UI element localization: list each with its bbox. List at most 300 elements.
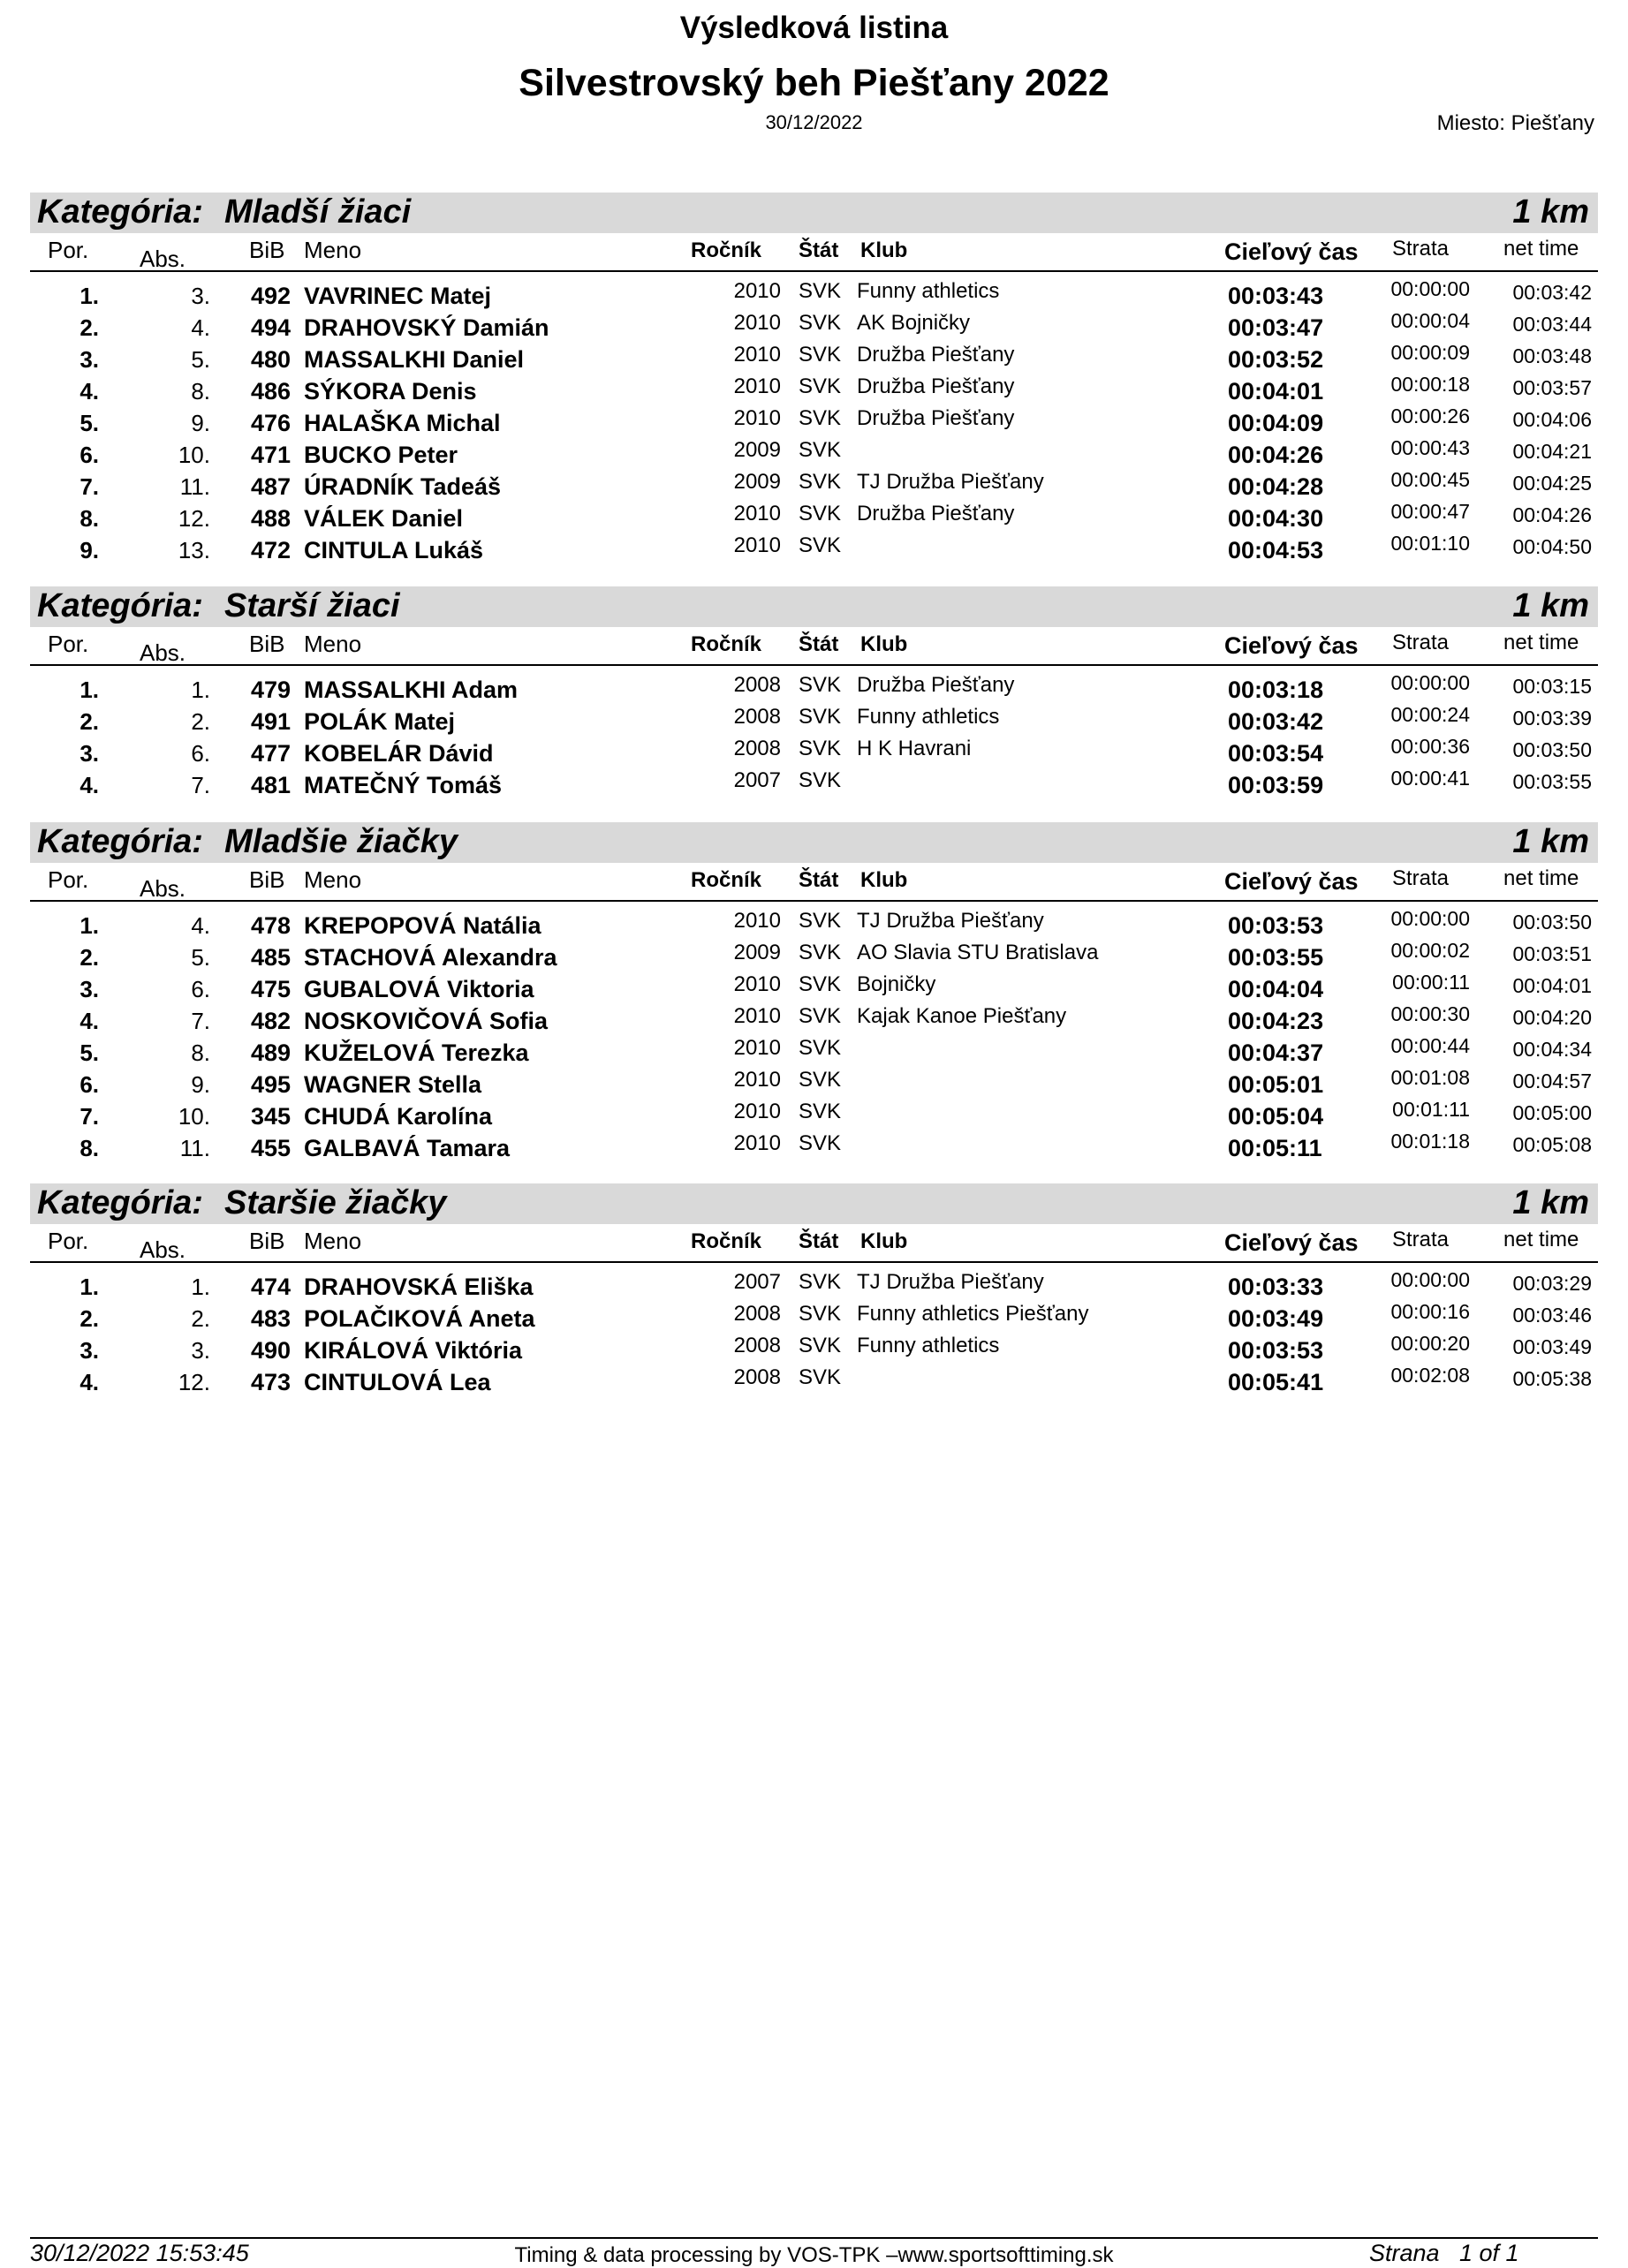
cell-net: 00:04:26: [1512, 503, 1592, 526]
cell-rocnik: 2010: [733, 279, 781, 303]
cell-rocnik: 2010: [733, 533, 781, 557]
category-label: Kategória:: [37, 193, 203, 231]
cell-rocnik: 2010: [733, 1068, 781, 1092]
col-header-ciel: Cieľový čas: [1224, 238, 1359, 265]
cell-strata: 00:01:11: [1392, 1098, 1470, 1121]
col-header-abs: Abs.: [140, 246, 186, 272]
cell-por: 6.: [80, 442, 99, 468]
category-bar: [30, 193, 1598, 233]
cell-ciel: 00:05:01: [1228, 1071, 1324, 1098]
col-header-abs: Abs.: [140, 1236, 186, 1263]
cell-stat: SVK: [799, 941, 842, 964]
col-header-bib: BiB: [249, 1228, 285, 1254]
cell-ciel: 00:03:18: [1228, 677, 1324, 703]
column-header-row: [30, 627, 1598, 666]
col-header-bib: BiB: [249, 866, 285, 893]
cell-bib: 481: [251, 772, 292, 798]
cell-meno: POLAČIKOVÁ Aneta: [304, 1305, 535, 1332]
cell-meno: NOSKOVIČOVÁ Sofia: [304, 1008, 549, 1034]
cell-abs: 4.: [191, 314, 210, 341]
cell-ciel: 00:03:43: [1228, 283, 1324, 309]
cell-meno: KUŽELOVÁ Terezka: [304, 1040, 529, 1066]
cell-meno: ÚRADNÍK Tadeáš: [304, 473, 502, 500]
cell-abs: 7.: [191, 1008, 210, 1034]
col-header-strata: Strata: [1392, 866, 1450, 890]
cell-net: 00:03:57: [1512, 376, 1592, 399]
cell-bib: 494: [251, 314, 292, 341]
cell-net: 00:03:51: [1512, 942, 1592, 965]
cell-bib: 492: [251, 283, 292, 309]
cell-meno: SÝKORA Denis: [304, 378, 477, 404]
cell-meno: GUBALOVÁ Viktoria: [304, 976, 534, 1002]
cell-net: 00:04:50: [1512, 535, 1592, 558]
cell-abs: 3.: [191, 1337, 210, 1364]
cell-abs: 5.: [191, 346, 210, 373]
cell-por: 8.: [80, 1135, 99, 1161]
cell-net: 00:03:49: [1512, 1335, 1592, 1358]
table-row: [30, 1130, 1598, 1161]
cell-meno: DRAHOVSKÝ Damián: [304, 314, 549, 341]
col-header-klub: Klub: [860, 1229, 908, 1253]
page-title: Výsledková listina: [679, 11, 949, 45]
cell-meno: POLÁK Matej: [304, 708, 456, 735]
cell-rocnik: 2008: [733, 737, 781, 760]
cell-abs: 9.: [191, 410, 210, 436]
table-row: [30, 671, 1598, 703]
cell-strata: 00:00:04: [1390, 309, 1470, 332]
cell-ciel: 00:04:23: [1228, 1008, 1324, 1034]
cell-abs: 12.: [178, 505, 210, 532]
cell-por: 3.: [80, 346, 99, 373]
cell-rocnik: 2008: [733, 1334, 781, 1357]
cell-net: 00:03:15: [1512, 675, 1592, 698]
cell-ciel: 00:04:30: [1228, 505, 1324, 532]
cell-stat: SVK: [799, 438, 842, 462]
cell-strata: 00:00:20: [1390, 1332, 1470, 1355]
cell-net: 00:03:29: [1512, 1272, 1592, 1295]
column-header-row: [30, 1224, 1598, 1263]
event-date: 30/12/2022: [765, 111, 863, 133]
cell-ciel: 00:04:28: [1228, 473, 1324, 500]
cell-strata: 00:00:00: [1390, 277, 1470, 300]
cell-bib: 473: [251, 1369, 292, 1395]
cell-abs: 3.: [191, 283, 210, 309]
cell-klub: TJ Družba Piešťany: [857, 1270, 1044, 1294]
cell-bib: 345: [251, 1103, 292, 1130]
table-row: [30, 309, 1598, 341]
cell-strata: 00:01:10: [1390, 532, 1470, 555]
cell-ciel: 00:04:01: [1228, 378, 1324, 404]
cell-net: 00:05:38: [1512, 1367, 1592, 1390]
cell-strata: 00:01:08: [1390, 1066, 1470, 1089]
cell-strata: 00:00:00: [1390, 1268, 1470, 1291]
cell-strata: 00:00:41: [1390, 767, 1470, 790]
col-header-por: Por.: [48, 1228, 89, 1254]
cell-klub: Funny athletics: [857, 279, 1000, 303]
cell-strata: 00:02:08: [1390, 1364, 1470, 1387]
cell-rocnik: 2010: [733, 502, 781, 525]
cell-rocnik: 2010: [733, 343, 781, 367]
col-header-net: net time: [1503, 866, 1579, 890]
cell-klub: H K Havrani: [857, 737, 972, 760]
cell-net: 00:03:42: [1512, 281, 1592, 304]
category-bar: [30, 586, 1598, 627]
cell-net: 00:04:25: [1512, 472, 1592, 495]
cell-abs: 2.: [191, 708, 210, 735]
cell-klub: TJ Družba Piešťany: [857, 909, 1044, 933]
col-header-rocnik: Ročník: [691, 238, 762, 262]
table-row: [30, 468, 1598, 500]
cell-bib: 488: [251, 505, 292, 532]
cell-stat: SVK: [799, 1365, 842, 1389]
cell-strata: 00:00:47: [1390, 500, 1470, 523]
col-header-stat: Štát: [799, 868, 839, 892]
cell-meno: MASSALKHI Adam: [304, 677, 519, 703]
table-row: [30, 373, 1598, 404]
cell-stat: SVK: [799, 673, 842, 697]
cell-ciel: 00:05:41: [1228, 1369, 1324, 1395]
col-header-klub: Klub: [860, 632, 908, 656]
cell-bib: 478: [251, 912, 292, 939]
cell-ciel: 00:04:26: [1228, 442, 1324, 468]
category-section: [30, 1183, 1598, 1395]
results-table: [30, 272, 1598, 563]
cell-rocnik: 2010: [733, 406, 781, 430]
cell-stat: SVK: [799, 1100, 842, 1123]
cell-rocnik: 2010: [733, 972, 781, 996]
cell-strata: 00:00:16: [1390, 1300, 1470, 1323]
cell-rocnik: 2010: [733, 374, 781, 398]
cell-meno: STACHOVÁ Alexandra: [304, 944, 557, 971]
cell-por: 9.: [80, 537, 99, 563]
cell-por: 3.: [80, 1337, 99, 1364]
cell-net: 00:03:55: [1512, 770, 1592, 793]
cell-strata: 00:00:44: [1390, 1034, 1470, 1057]
col-header-stat: Štát: [799, 632, 839, 656]
cell-stat: SVK: [799, 1270, 842, 1294]
cell-meno: DRAHOVSKÁ Eliška: [304, 1274, 534, 1300]
category-distance: 1 km: [1512, 587, 1589, 624]
cell-bib: 472: [251, 537, 292, 563]
col-header-ciel: Cieľový čas: [1224, 1229, 1359, 1256]
cell-bib: 476: [251, 410, 292, 436]
cell-klub: Funny athletics Piešťany: [857, 1302, 1089, 1326]
cell-stat: SVK: [799, 1004, 842, 1028]
table-row: [30, 341, 1598, 373]
cell-klub: Bojničky: [857, 972, 936, 996]
cell-ciel: 00:05:04: [1228, 1103, 1324, 1130]
cell-meno: CINTULOVÁ Lea: [304, 1369, 491, 1395]
cell-rocnik: 2010: [733, 1036, 781, 1060]
cell-rocnik: 2010: [733, 1004, 781, 1028]
cell-klub: Družba Piešťany: [857, 406, 1015, 430]
cell-meno: VAVRINEC Matej: [304, 283, 492, 309]
cell-stat: SVK: [799, 311, 842, 335]
cell-por: 1.: [80, 283, 99, 309]
table-row: [30, 1098, 1598, 1130]
cell-meno: CHUDÁ Karolína: [304, 1103, 493, 1130]
category-name: Mladšie žiačky: [224, 823, 458, 860]
cell-bib: 485: [251, 944, 292, 971]
category-name: Mladší žiaci: [224, 193, 412, 231]
cell-rocnik: 2010: [733, 311, 781, 335]
cell-ciel: 00:04:09: [1228, 410, 1324, 436]
category-section: [30, 193, 1598, 563]
cell-stat: SVK: [799, 768, 842, 792]
cell-por: 2.: [80, 1305, 99, 1332]
cell-ciel: 00:05:11: [1228, 1135, 1322, 1161]
cell-strata: 00:00:24: [1390, 703, 1470, 726]
cell-strata: 00:01:18: [1390, 1130, 1470, 1153]
cell-net: 00:05:00: [1512, 1101, 1592, 1124]
cell-bib: 474: [251, 1274, 292, 1300]
col-header-rocnik: Ročník: [691, 632, 762, 656]
table-row: [30, 971, 1598, 1002]
col-header-abs: Abs.: [140, 875, 186, 902]
cell-por: 4.: [80, 378, 99, 404]
cell-klub: Družba Piešťany: [857, 374, 1015, 398]
cell-rocnik: 2010: [733, 1100, 781, 1123]
cell-strata: 00:00:43: [1390, 436, 1470, 459]
cell-por: 2.: [80, 314, 99, 341]
cell-stat: SVK: [799, 972, 842, 996]
category-name: Staršie žiačky: [224, 1184, 447, 1221]
cell-stat: SVK: [799, 909, 842, 933]
cell-rocnik: 2008: [733, 1365, 781, 1389]
table-row: [30, 404, 1598, 436]
cell-klub: Družba Piešťany: [857, 502, 1015, 525]
cell-klub: Funny athletics: [857, 1334, 1000, 1357]
col-header-strata: Strata: [1392, 1228, 1450, 1251]
cell-abs: 8.: [191, 1040, 210, 1066]
col-header-net: net time: [1503, 237, 1579, 261]
cell-net: 00:04:06: [1512, 408, 1592, 431]
cell-por: 4.: [80, 772, 99, 798]
cell-strata: 00:00:30: [1390, 1002, 1470, 1025]
cell-bib: 491: [251, 708, 292, 735]
cell-por: 5.: [80, 410, 99, 436]
col-header-strata: Strata: [1392, 631, 1450, 654]
cell-strata: 00:00:00: [1390, 907, 1470, 930]
cell-abs: 10.: [178, 1103, 210, 1130]
cell-stat: SVK: [799, 1334, 842, 1357]
cell-abs: 6.: [191, 740, 210, 767]
cell-net: 00:04:34: [1512, 1038, 1592, 1061]
col-header-net: net time: [1503, 1228, 1579, 1251]
cell-ciel: 00:03:59: [1228, 772, 1324, 798]
cell-abs: 11.: [179, 1135, 210, 1161]
col-header-por: Por.: [48, 866, 89, 893]
footer-page-number: 1 of 1: [1459, 2240, 1519, 2266]
cell-abs: 1.: [191, 1274, 210, 1300]
cell-net: 00:03:44: [1512, 313, 1592, 336]
cell-net: 00:04:01: [1512, 974, 1592, 997]
cell-meno: KIRÁLOVÁ Viktória: [304, 1337, 523, 1364]
category-section: [30, 586, 1598, 798]
cell-net: 00:03:46: [1512, 1304, 1592, 1327]
cell-strata: 00:00:11: [1392, 971, 1470, 994]
cell-meno: BUCKO Peter: [304, 442, 458, 468]
cell-klub: Družba Piešťany: [857, 343, 1015, 367]
cell-por: 1.: [80, 677, 99, 703]
col-header-klub: Klub: [860, 238, 908, 262]
cell-por: 2.: [80, 944, 99, 971]
cell-net: 00:03:39: [1512, 707, 1592, 730]
table-row: [30, 1364, 1598, 1395]
cell-rocnik: 2010: [733, 1131, 781, 1155]
cell-net: 00:04:21: [1512, 440, 1592, 463]
table-row: [30, 939, 1598, 971]
category-bar: [30, 822, 1598, 863]
cell-ciel: 00:03:54: [1228, 740, 1324, 767]
cell-abs: 12.: [178, 1369, 210, 1395]
cell-abs: 6.: [191, 976, 210, 1002]
cell-ciel: 00:03:53: [1228, 912, 1324, 939]
cell-klub: TJ Družba Piešťany: [857, 470, 1044, 494]
col-header-bib: BiB: [249, 631, 285, 657]
cell-por: 7.: [80, 1103, 99, 1130]
cell-meno: MATEČNÝ Tomáš: [304, 772, 503, 798]
cell-rocnik: 2007: [733, 768, 781, 792]
cell-klub: AO Slavia STU Bratislava: [857, 941, 1099, 964]
col-header-ciel: Cieľový čas: [1224, 632, 1359, 659]
cell-ciel: 00:03:42: [1228, 708, 1324, 735]
table-row: [30, 436, 1598, 468]
col-header-meno: Meno: [304, 866, 362, 893]
cell-stat: SVK: [799, 502, 842, 525]
col-header-bib: BiB: [249, 237, 285, 263]
cell-rocnik: 2008: [733, 1302, 781, 1326]
cell-bib: 483: [251, 1305, 292, 1332]
results-table: [30, 902, 1598, 1161]
cell-abs: 8.: [191, 378, 210, 404]
cell-meno: HALAŠKA Michal: [304, 410, 501, 436]
category-bar: [30, 1183, 1598, 1224]
col-header-strata: Strata: [1392, 237, 1450, 261]
cell-stat: SVK: [799, 470, 842, 494]
category-distance: 1 km: [1512, 1184, 1589, 1221]
cell-bib: 480: [251, 346, 292, 373]
category-name: Starší žiaci: [224, 587, 400, 624]
cell-strata: 00:00:09: [1390, 341, 1470, 364]
cell-klub: Kajak Kanoe Piešťany: [857, 1004, 1067, 1028]
cell-rocnik: 2010: [733, 909, 781, 933]
cell-net: 00:03:50: [1512, 738, 1592, 761]
category-distance: 1 km: [1512, 193, 1589, 231]
cell-stat: SVK: [799, 1068, 842, 1092]
cell-bib: 479: [251, 677, 292, 703]
cell-bib: 477: [251, 740, 292, 767]
cell-bib: 490: [251, 1337, 292, 1364]
table-row: [30, 1300, 1598, 1332]
cell-stat: SVK: [799, 737, 842, 760]
cell-por: 3.: [80, 976, 99, 1002]
cell-bib: 487: [251, 473, 292, 500]
cell-stat: SVK: [799, 533, 842, 557]
cell-por: 7.: [80, 473, 99, 500]
footer-credit: Timing & data processing by VOS-TPK –www.sportsofttiming.sk: [514, 2243, 1114, 2267]
event-place: Miesto: Piešťany: [1436, 111, 1594, 135]
cell-net: 00:03:48: [1512, 344, 1592, 367]
table-row: [30, 1034, 1598, 1066]
table-row: [30, 1332, 1598, 1364]
col-header-por: Por.: [48, 631, 89, 657]
cell-stat: SVK: [799, 705, 842, 729]
cell-por: 5.: [80, 1040, 99, 1066]
col-header-rocnik: Ročník: [691, 1229, 762, 1253]
col-header-meno: Meno: [304, 631, 362, 657]
cell-bib: 486: [251, 378, 292, 404]
cell-ciel: 00:03:53: [1228, 1337, 1324, 1364]
cell-por: 4.: [80, 1369, 99, 1395]
category-label: Kategória:: [37, 587, 203, 624]
table-row: [30, 277, 1598, 309]
cell-ciel: 00:04:53: [1228, 537, 1324, 563]
category-section: [30, 822, 1598, 1161]
table-row: [30, 532, 1598, 563]
table-row: [30, 1066, 1598, 1098]
cell-ciel: 00:04:37: [1228, 1040, 1324, 1066]
cell-ciel: 00:03:33: [1228, 1274, 1324, 1300]
cell-strata: 00:00:36: [1390, 735, 1470, 758]
cell-net: 00:04:57: [1512, 1070, 1592, 1092]
cell-strata: 00:00:45: [1390, 468, 1470, 491]
footer-divider: [30, 2237, 1598, 2239]
table-row: [30, 1002, 1598, 1034]
footer-page-label: Strana: [1369, 2240, 1440, 2266]
results-table: [30, 666, 1598, 798]
cell-bib: 455: [251, 1135, 292, 1161]
cell-abs: 7.: [191, 772, 210, 798]
cell-abs: 11.: [179, 473, 210, 500]
cell-strata: 00:00:02: [1390, 939, 1470, 962]
cell-rocnik: 2008: [733, 705, 781, 729]
col-header-meno: Meno: [304, 1228, 362, 1254]
cell-ciel: 00:03:49: [1228, 1305, 1324, 1332]
table-row: [30, 907, 1598, 939]
cell-meno: WAGNER Stella: [304, 1071, 482, 1098]
category-label: Kategória:: [37, 823, 203, 860]
cell-stat: SVK: [799, 343, 842, 367]
cell-ciel: 00:04:04: [1228, 976, 1324, 1002]
cell-klub: AK Bojničky: [857, 311, 971, 335]
cell-por: 4.: [80, 1008, 99, 1034]
cell-ciel: 00:03:52: [1228, 346, 1324, 373]
cell-meno: MASSALKHI Daniel: [304, 346, 525, 373]
table-row: [30, 703, 1598, 735]
cell-net: 00:03:50: [1512, 911, 1592, 934]
cell-strata: 00:00:26: [1390, 404, 1470, 427]
cell-abs: 1.: [191, 677, 210, 703]
col-header-abs: Abs.: [140, 639, 186, 666]
cell-meno: KREPOPOVÁ Natália: [304, 912, 541, 939]
col-header-stat: Štát: [799, 238, 839, 262]
cell-por: 3.: [80, 740, 99, 767]
cell-abs: 5.: [191, 944, 210, 971]
cell-por: 6.: [80, 1071, 99, 1098]
cell-bib: 495: [251, 1071, 292, 1098]
table-row: [30, 767, 1598, 798]
cell-bib: 482: [251, 1008, 292, 1034]
cell-rocnik: 2009: [733, 470, 781, 494]
table-row: [30, 500, 1598, 532]
cell-meno: KOBELÁR Dávid: [304, 740, 494, 767]
col-header-ciel: Cieľový čas: [1224, 868, 1359, 895]
cell-rocnik: 2008: [733, 673, 781, 697]
cell-abs: 13.: [178, 537, 210, 563]
cell-stat: SVK: [799, 1036, 842, 1060]
cell-strata: 00:00:00: [1390, 671, 1470, 694]
